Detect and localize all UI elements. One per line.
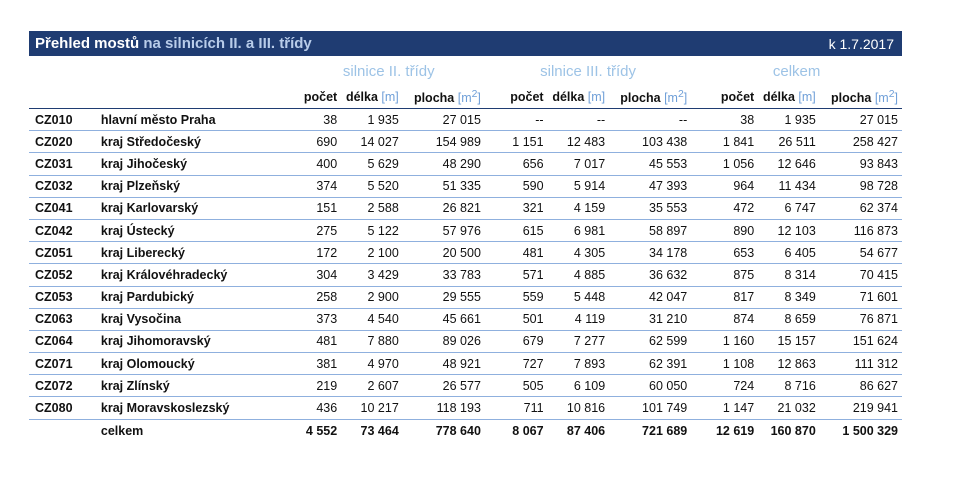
region-name: hlavní město Praha (95, 109, 293, 131)
region-code: CZ071 (29, 353, 95, 375)
col-area (609, 86, 691, 109)
table-row (29, 397, 902, 419)
value-cell: -- (485, 109, 548, 131)
value-cell: 45 661 (403, 308, 485, 330)
value-cell: 5 629 (341, 153, 403, 175)
value-cell: 62 374 (820, 197, 902, 219)
col-length-label: délka (762, 90, 795, 104)
value-cell: 6 981 (548, 219, 610, 241)
title-sub: na silnicích II. a III. třídy (143, 35, 312, 52)
value-cell: 21 032 (758, 397, 820, 419)
value-cell: 964 (691, 175, 758, 197)
value-cell: 874 (691, 308, 758, 330)
value-cell: 2 100 (341, 242, 403, 264)
region-code: CZ042 (29, 219, 95, 241)
table-row (29, 197, 902, 219)
value-cell: 275 (293, 219, 342, 241)
value-cell: 6 747 (758, 197, 820, 219)
value-cell: 26 511 (758, 131, 820, 153)
value-cell: 1 151 (485, 131, 548, 153)
col-length-label: délka (345, 90, 378, 104)
value-cell: 505 (485, 375, 548, 397)
value-cell: 258 427 (820, 131, 902, 153)
region-name: kraj Vysočina (95, 308, 293, 330)
region-code: CZ020 (29, 131, 95, 153)
table-row (29, 175, 902, 197)
value-cell: 711 (485, 397, 548, 419)
col-count: počet (691, 86, 758, 109)
group-spacer (29, 56, 293, 86)
col-area-unit-close: ] (477, 91, 481, 106)
col-length-unit: [m] (587, 90, 606, 104)
col-area-unit-close: ] (683, 91, 688, 106)
region-code: CZ063 (29, 308, 95, 330)
value-cell: 472 (691, 197, 758, 219)
col-area-unit-sup: 2 (471, 88, 478, 100)
region-name: kraj Jihomoravský (95, 330, 293, 352)
col-area (403, 86, 485, 109)
value-cell: 890 (691, 219, 758, 241)
value-cell: 481 (485, 242, 548, 264)
value-cell: 7 880 (341, 330, 403, 352)
value-cell: 42 047 (609, 286, 691, 308)
col-area-unit-close: ] (894, 91, 898, 106)
value-cell: 6 109 (548, 375, 610, 397)
column-header-row (29, 86, 902, 109)
value-cell: 12 483 (548, 131, 610, 153)
table-row (29, 375, 902, 397)
value-cell: 45 553 (609, 153, 691, 175)
value-cell: 653 (691, 242, 758, 264)
value-cell: 8 659 (758, 308, 820, 330)
col-area-label: plocha (413, 91, 455, 106)
value-cell: 724 (691, 375, 758, 397)
value-cell: 7 893 (548, 353, 610, 375)
value-cell: 101 749 (609, 397, 691, 419)
value-cell: 26 577 (403, 375, 485, 397)
value-cell: 571 (485, 264, 548, 286)
region-code: CZ064 (29, 330, 95, 352)
value-cell: 151 (293, 197, 342, 219)
value-cell: 258 (293, 286, 342, 308)
region-name: kraj Moravskoslezský (95, 397, 293, 419)
col-area-unit-open: [m (457, 91, 472, 106)
value-cell: 36 632 (609, 264, 691, 286)
value-cell: 10 217 (341, 397, 403, 419)
total-row (29, 419, 902, 442)
value-cell: 4 159 (548, 197, 610, 219)
col-area-unit-open: [m (874, 91, 889, 106)
value-cell: 10 816 (548, 397, 610, 419)
table-row (29, 242, 902, 264)
value-cell: 7 017 (548, 153, 610, 175)
value-cell: 5 122 (341, 219, 403, 241)
value-cell: 151 624 (820, 330, 902, 352)
value-cell: 116 873 (820, 219, 902, 241)
value-cell: 8 349 (758, 286, 820, 308)
group-header: silnice III. třídy (540, 62, 636, 80)
value-cell: 436 (293, 397, 342, 419)
value-cell: 2 607 (341, 375, 403, 397)
value-cell: 4 970 (341, 353, 403, 375)
value-cell: 38 (691, 109, 758, 131)
table-row (29, 353, 902, 375)
total-value: 1 500 329 (842, 423, 898, 438)
value-cell: 118 193 (403, 397, 485, 419)
value-cell: 12 646 (758, 153, 820, 175)
value-cell: 4 305 (548, 242, 610, 264)
value-cell: 11 434 (758, 175, 820, 197)
group-header-row (29, 56, 902, 86)
table-row (29, 286, 902, 308)
col-count: počet (293, 86, 342, 109)
value-cell: 321 (485, 197, 548, 219)
region-code: CZ053 (29, 286, 95, 308)
col-area-unit-sup: 2 (677, 88, 684, 100)
region-code: CZ031 (29, 153, 95, 175)
value-cell: 7 277 (548, 330, 610, 352)
value-cell: 31 210 (609, 308, 691, 330)
col-area-unit (664, 88, 688, 106)
total-value: 721 689 (642, 423, 688, 438)
value-cell: 4 119 (548, 308, 610, 330)
value-cell: 817 (691, 286, 758, 308)
total-spacer (29, 419, 95, 442)
value-cell: 6 405 (758, 242, 820, 264)
value-cell: 62 391 (609, 353, 691, 375)
table-row (29, 109, 902, 131)
group-header: celkem (772, 62, 821, 80)
value-cell: 1 160 (691, 330, 758, 352)
region-name: kraj Liberecký (95, 242, 293, 264)
value-cell: 48 290 (403, 153, 485, 175)
region-name: kraj Královéhradecký (95, 264, 293, 286)
table-row (29, 264, 902, 286)
value-cell: 4 885 (548, 264, 610, 286)
value-cell: 690 (293, 131, 342, 153)
value-cell: 27 015 (820, 109, 902, 131)
value-cell: 304 (293, 264, 342, 286)
value-cell: 1 056 (691, 153, 758, 175)
col-area (820, 86, 902, 109)
col-length (758, 86, 820, 109)
value-cell: 27 015 (403, 109, 485, 131)
total-value: 160 870 (770, 423, 816, 438)
value-cell: 875 (691, 264, 758, 286)
value-cell: -- (609, 109, 691, 131)
value-cell: 20 500 (403, 242, 485, 264)
value-cell: 58 897 (609, 219, 691, 241)
value-cell: 615 (485, 219, 548, 241)
region-name: kraj Středočeský (95, 131, 293, 153)
value-cell: 219 941 (820, 397, 902, 419)
value-cell: 374 (293, 175, 342, 197)
region-name: kraj Ústecký (95, 219, 293, 241)
value-cell: 35 553 (609, 197, 691, 219)
group-header: silnice II. třídy (342, 62, 435, 80)
value-cell: 1 935 (758, 109, 820, 131)
value-cell: 172 (293, 242, 342, 264)
header-spacer (29, 86, 293, 109)
region-code: CZ010 (29, 109, 95, 131)
title-bar (29, 31, 902, 56)
value-cell: 8 716 (758, 375, 820, 397)
value-cell: 47 393 (609, 175, 691, 197)
total-value: 73 464 (360, 423, 399, 438)
region-code: CZ051 (29, 242, 95, 264)
value-cell: 14 027 (341, 131, 403, 153)
value-cell: 5 448 (548, 286, 610, 308)
value-cell: 5 914 (548, 175, 610, 197)
region-name: kraj Karlovarský (95, 197, 293, 219)
value-cell: 98 728 (820, 175, 902, 197)
value-cell: 34 178 (609, 242, 691, 264)
value-cell: 381 (293, 353, 342, 375)
total-value: 778 640 (435, 423, 481, 438)
value-cell: 33 783 (403, 264, 485, 286)
value-cell: 54 677 (820, 242, 902, 264)
value-cell: 1 935 (341, 109, 403, 131)
value-cell: 559 (485, 286, 548, 308)
value-cell: 481 (293, 330, 342, 352)
table-row (29, 131, 902, 153)
col-area-unit (457, 88, 481, 106)
region-code: CZ072 (29, 375, 95, 397)
region-name: kraj Zlínský (95, 375, 293, 397)
title-main: Přehled mostů (35, 35, 140, 52)
value-cell: 71 601 (820, 286, 902, 308)
col-area-unit-open: [m (664, 91, 678, 106)
col-area-label: plocha (620, 91, 661, 106)
bridges-table (29, 56, 902, 442)
bridges-table-panel (29, 31, 902, 442)
value-cell: 48 921 (403, 353, 485, 375)
region-name: kraj Plzeňský (95, 175, 293, 197)
value-cell: 154 989 (403, 131, 485, 153)
value-cell: 727 (485, 353, 548, 375)
value-cell: 93 843 (820, 153, 902, 175)
region-code: CZ052 (29, 264, 95, 286)
col-area-unit-sup: 2 (888, 88, 895, 100)
date-label: k 1.7.2017 (828, 36, 894, 52)
total-label: celkem (100, 423, 144, 438)
region-name: kraj Jihočeský (95, 153, 293, 175)
value-cell: 57 976 (403, 219, 485, 241)
value-cell: 1 108 (691, 353, 758, 375)
value-cell: 1 147 (691, 397, 758, 419)
table-row (29, 219, 902, 241)
value-cell: 51 335 (403, 175, 485, 197)
col-area-unit (874, 88, 898, 106)
value-cell: 4 540 (341, 308, 403, 330)
value-cell: 219 (293, 375, 342, 397)
value-cell: 8 314 (758, 264, 820, 286)
table-row (29, 330, 902, 352)
total-value: 87 406 (566, 423, 606, 438)
value-cell: 656 (485, 153, 548, 175)
value-cell: 38 (293, 109, 342, 131)
col-length-unit: [m] (798, 90, 816, 104)
value-cell: 26 821 (403, 197, 485, 219)
value-cell: 62 599 (609, 330, 691, 352)
total-value: 8 067 (512, 423, 544, 438)
value-cell: 12 103 (758, 219, 820, 241)
value-cell: 60 050 (609, 375, 691, 397)
value-cell: 1 841 (691, 131, 758, 153)
total-value: 4 552 (305, 423, 338, 438)
col-length-unit: [m] (381, 90, 399, 104)
value-cell: 111 312 (820, 353, 902, 375)
value-cell: 29 555 (403, 286, 485, 308)
value-cell: 70 415 (820, 264, 902, 286)
col-count: počet (485, 86, 548, 109)
total-value: 12 619 (715, 423, 755, 438)
region-code: CZ041 (29, 197, 95, 219)
region-code: CZ080 (29, 397, 95, 419)
value-cell: 679 (485, 330, 548, 352)
value-cell: 501 (485, 308, 548, 330)
value-cell: 2 900 (341, 286, 403, 308)
value-cell: 373 (293, 308, 342, 330)
value-cell: 12 863 (758, 353, 820, 375)
value-cell: 2 588 (341, 197, 403, 219)
value-cell: 5 520 (341, 175, 403, 197)
table-row (29, 308, 902, 330)
value-cell: 89 026 (403, 330, 485, 352)
value-cell: 103 438 (609, 131, 691, 153)
region-code: CZ032 (29, 175, 95, 197)
col-area-label: plocha (831, 91, 872, 106)
table-title (35, 35, 312, 52)
col-length (341, 86, 403, 109)
col-length (548, 86, 610, 109)
value-cell: 86 627 (820, 375, 902, 397)
value-cell: 3 429 (341, 264, 403, 286)
region-name: kraj Olomoucký (95, 353, 293, 375)
value-cell: 590 (485, 175, 548, 197)
value-cell: 400 (293, 153, 342, 175)
table-row (29, 153, 902, 175)
col-length-label: délka (552, 90, 585, 104)
region-name: kraj Pardubický (95, 286, 293, 308)
value-cell: 76 871 (820, 308, 902, 330)
value-cell: -- (548, 109, 610, 131)
value-cell: 15 157 (758, 330, 820, 352)
